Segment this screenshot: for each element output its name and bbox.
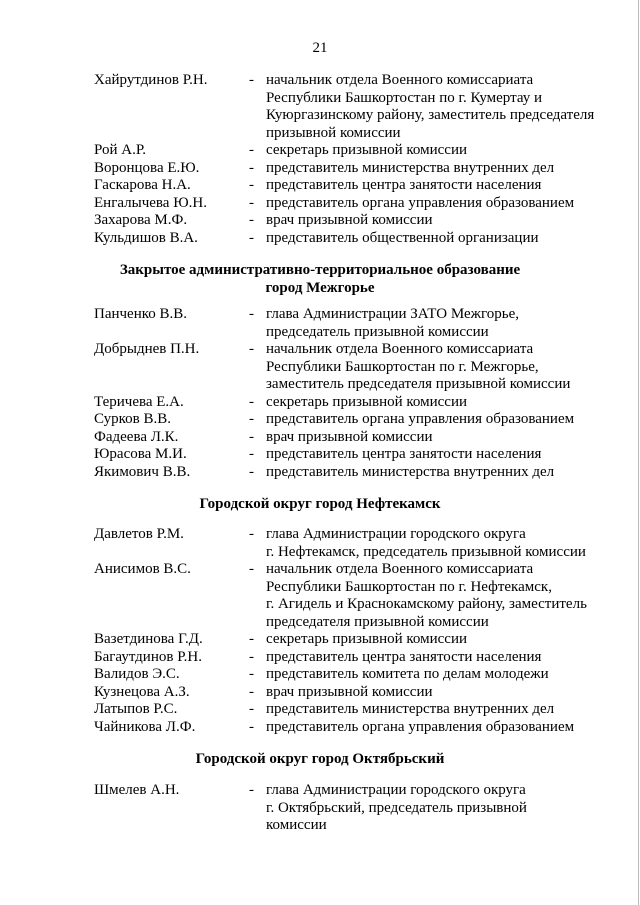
dash: - [249, 463, 254, 480]
member-name: Юрасова М.И. [94, 446, 187, 462]
role-line: секретарь призывной комиссии [266, 631, 468, 647]
dash: - [249, 393, 254, 410]
dash: - [249, 194, 254, 211]
role-line: г. Нефтекамск, председатель призывной комиссии [266, 543, 586, 560]
dash: - [249, 666, 254, 682]
section-heading [0, 495, 640, 513]
member-role [266, 72, 616, 142]
member-role [266, 195, 616, 213]
heading-line: Закрытое административно-территориальное образование [119, 262, 521, 278]
role-line: представитель министерства внутренних дел [266, 701, 555, 717]
member-role [266, 464, 616, 482]
dash: - [249, 446, 254, 462]
member-name: Шмелев А.Н. [94, 782, 180, 798]
dash: - [249, 177, 254, 193]
role-line: представитель органа управления образованием [266, 411, 575, 427]
role-line: представитель комитета по делам молодежи [266, 666, 549, 682]
member-role [266, 666, 616, 684]
member-name: Кульдишов В.А. [94, 229, 198, 246]
member-role [266, 649, 616, 667]
member-name: Фадеева Л.К. [94, 428, 179, 445]
role-line: начальник отдела Военного комиссариата [266, 72, 534, 88]
role-line: Республики Башкортостан по г. Нефтекамск, [266, 578, 552, 595]
member-name: Хайрутдинов Р.Н. [94, 72, 208, 88]
member-name: Рой А.Р. [94, 142, 147, 158]
dash: - [249, 72, 254, 88]
role-line: представитель центра занятости населения [266, 177, 542, 193]
member-role [266, 212, 616, 230]
role-line: начальник отдела Военного комиссариата [266, 341, 534, 357]
member-role [266, 341, 616, 394]
heading-line: город Межгорье [265, 280, 375, 296]
heading-line: Городской округ город Нефтекамск [199, 496, 441, 512]
role-line: глава Администрации городского округа [266, 782, 526, 798]
heading-line: Городской округ город Октябрьский [195, 751, 445, 767]
member-name: Гаскарова Н.А. [94, 177, 191, 193]
section-heading [0, 261, 640, 297]
role-line: глава Администрации ЗАТО Межгорье, [266, 306, 520, 322]
dash: - [249, 631, 254, 647]
member-name: Якимович В.В. [94, 463, 191, 480]
member-role [266, 230, 616, 248]
member-name: Панченко В.В. [94, 306, 188, 322]
role-line: представитель органа управления образованием [266, 718, 575, 735]
role-line: начальник отдела Военного комиссариата [266, 561, 534, 577]
member-role [266, 561, 616, 631]
role-line: глава Администрации городского округа [266, 526, 526, 542]
member-name: Захарова М.Ф. [94, 212, 188, 228]
role-line: представитель органа управления образованием [266, 194, 575, 211]
member-role [266, 411, 616, 429]
dash: - [249, 648, 254, 665]
section-heading [0, 750, 640, 768]
page-number: 21 [312, 40, 328, 56]
member-name: Чайникова Л.Ф. [94, 718, 196, 735]
role-line: Республики Башкортостан по г. Межгорье, [266, 358, 539, 375]
member-role [266, 306, 616, 341]
member-role [266, 782, 616, 835]
member-name: Багаутдинов Р.Н. [94, 648, 202, 665]
role-line: врач призывной комиссии [266, 428, 433, 445]
member-role [266, 160, 616, 178]
role-line: комиссии [266, 817, 327, 833]
role-line: представитель министерства внутренних дел [266, 159, 555, 176]
member-name: Кузнецова А.З. [94, 683, 190, 700]
dash: - [249, 212, 254, 228]
member-name: Анисимов В.С. [94, 561, 191, 577]
member-role [266, 142, 616, 160]
member-name: Давлетов Р.М. [94, 526, 184, 542]
member-name: Енгалычева Ю.Н. [94, 194, 207, 211]
member-name: Валидов Э.С. [94, 666, 180, 682]
member-role [266, 526, 616, 561]
dash: - [249, 159, 254, 176]
member-name: Вазетдинова Г.Д. [94, 631, 203, 647]
role-line: представитель центра занятости населения [266, 648, 542, 665]
role-line: секретарь призывной комиссии [266, 142, 468, 158]
dash: - [249, 142, 254, 158]
role-line: Республики Башкортостан по г. Кумертау и [266, 89, 542, 106]
role-line: представитель общественной организации [266, 229, 539, 246]
dash: - [249, 526, 254, 542]
role-line: секретарь призывной комиссии [266, 393, 468, 410]
dash: - [249, 306, 254, 322]
member-role [266, 701, 616, 719]
role-line: председателя призывной комиссии [266, 613, 489, 630]
member-name: Добрыднев П.Н. [94, 341, 200, 357]
member-role [266, 719, 616, 737]
role-line: председатель призывной комиссии [266, 323, 489, 340]
role-line: призывной комиссии [266, 124, 401, 141]
member-role [266, 446, 616, 464]
dash: - [249, 782, 254, 798]
role-line: Куюргазинскому району, заместитель председателя [266, 107, 595, 123]
dash: - [249, 411, 254, 427]
member-name: Воронцова Е.Ю. [94, 159, 200, 176]
dash: - [249, 683, 254, 700]
dash: - [249, 428, 254, 445]
member-name: Теричева Е.А. [94, 393, 184, 410]
role-line: г. Октябрьский, председатель призывной [266, 799, 527, 816]
member-role [266, 631, 616, 649]
role-line: г. Агидель и Краснокамскому району, заместитель [266, 596, 587, 612]
member-name: Сурков В.В. [94, 411, 171, 427]
role-line: представитель министерства внутренних дел [266, 463, 555, 480]
role-line: заместитель председателя призывной комиссии [266, 376, 571, 392]
dash: - [249, 341, 254, 357]
role-line: представитель центра занятости населения [266, 446, 542, 462]
dash: - [249, 718, 254, 735]
dash: - [249, 701, 254, 717]
member-role [266, 177, 616, 195]
member-role [266, 394, 616, 412]
page-edge-line [638, 0, 639, 905]
dash: - [249, 229, 254, 246]
dash: - [249, 561, 254, 577]
member-role [266, 429, 616, 447]
role-line: врач призывной комиссии [266, 212, 433, 228]
member-role [266, 684, 616, 702]
role-line: врач призывной комиссии [266, 683, 433, 700]
member-name: Латыпов Р.С. [94, 701, 178, 717]
